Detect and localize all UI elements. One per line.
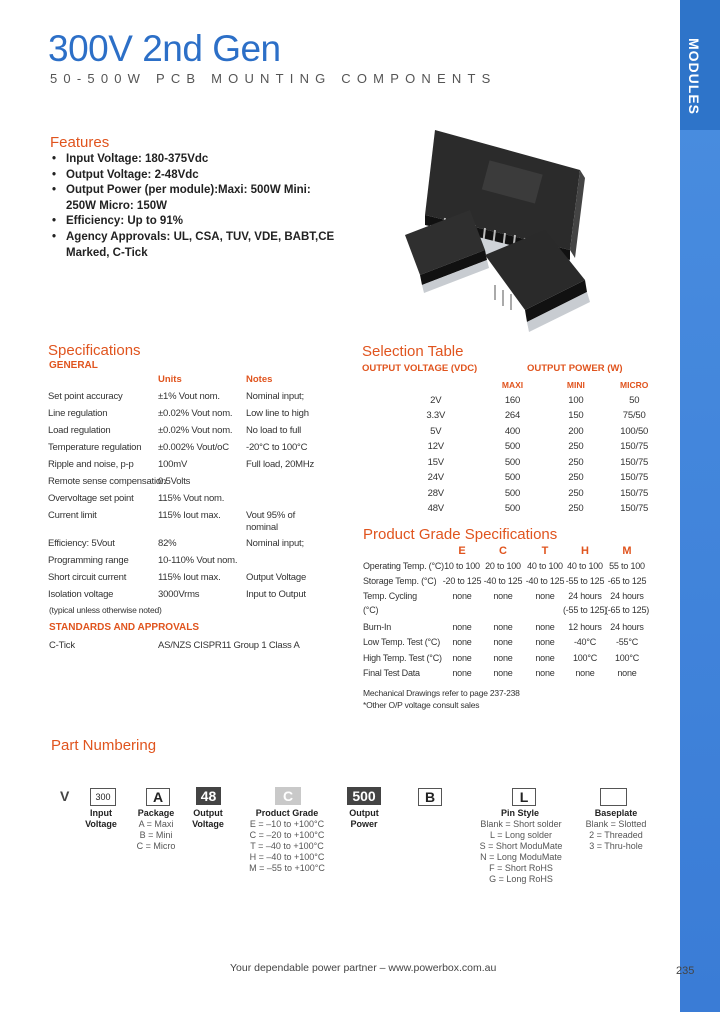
grade-value: none	[535, 591, 555, 601]
spec-param: Set point accuracy	[48, 391, 123, 402]
grade-param: Low Temp. Test (°C)	[363, 637, 440, 647]
output-power-heading: OUTPUT POWER (W)	[527, 363, 623, 374]
selection-row	[400, 455, 670, 471]
grade-value: 24 hours	[610, 622, 644, 632]
spec-row	[48, 459, 348, 475]
grade-value: -40 to 125	[525, 576, 565, 586]
spec-notes: No load to full	[246, 425, 302, 436]
spec-notes: Input to Output	[246, 589, 306, 600]
feature-item-cont: 250W Micro: 150W	[66, 199, 167, 212]
spec-param: Ripple and noise, p-p	[48, 459, 134, 470]
part-box-grade: C	[275, 787, 301, 805]
grade-param: Temp. Cycling	[363, 591, 417, 601]
spec-notes: Nominal input;	[246, 538, 304, 549]
spec-notes: Vout 95% of	[246, 510, 296, 521]
selection-voltage: 28V	[427, 487, 444, 499]
selection-power: 150/75	[620, 503, 649, 515]
grade-value: 24 hours	[610, 591, 644, 601]
selection-voltage: 2V	[430, 394, 442, 406]
page-subtitle: 50-500W PCB MOUNTING COMPONENTS	[50, 71, 497, 86]
grade-value: none	[493, 637, 513, 647]
grade-col-m: M	[622, 545, 632, 557]
selection-voltage: 5V	[430, 425, 442, 437]
grade-value: none	[493, 668, 513, 678]
selection-voltage: 24V	[427, 472, 444, 484]
grade-value: -20 to 125	[442, 576, 482, 586]
grade-value: -65 to 125	[607, 576, 647, 586]
grade-param: Final Test Data	[363, 668, 420, 678]
spec-units: ±1% Vout nom.	[158, 391, 220, 402]
spec-row	[48, 538, 348, 554]
footer-text: Your dependable power partner – www.powerbox.com.au	[230, 962, 497, 974]
grade-value: none	[452, 591, 472, 601]
selection-power: 160	[504, 394, 521, 406]
spec-notes: Full load, 20MHz	[246, 459, 315, 470]
specifications-heading: Specifications	[48, 342, 141, 359]
grade-value: -55 to 125	[565, 576, 605, 586]
package-label: Package	[137, 808, 175, 818]
pin-style-label: Pin Style	[500, 808, 539, 818]
selection-heading: Selection Table	[362, 343, 464, 360]
grade-col-h: H	[581, 545, 589, 557]
spec-param: Load regulation	[48, 425, 111, 436]
page-title: 300V 2nd Gen	[48, 28, 281, 69]
selection-power: 50	[629, 394, 640, 406]
spec-units: ±0.02% Vout nom.	[158, 425, 233, 436]
spec-units: ±0.02% Vout nom.	[158, 408, 233, 419]
notes-heading: Notes	[246, 374, 273, 385]
spec-param: Remote sense compensation	[48, 476, 167, 487]
grade-value: 40 to 100	[527, 561, 563, 571]
grade-value: none	[452, 668, 472, 678]
grade-param: (°C)	[363, 605, 379, 615]
grade-value: none	[535, 637, 555, 647]
input-voltage-label: Input Voltage	[85, 808, 117, 829]
spec-param: Programming range	[48, 555, 129, 566]
grade-col-c: C	[499, 545, 507, 557]
selection-power: 500	[504, 472, 521, 484]
spec-row	[48, 425, 348, 441]
feature-item: • Output Power (per module):Maxi: 500W Mini:	[52, 184, 311, 197]
grade-value: 10 to 100	[444, 561, 480, 571]
grade-value: none	[493, 653, 513, 663]
grade-heading: Product Grade Specifications	[363, 526, 558, 543]
grade-options: E = –10 to +100°C C = –20 to +100°C T = –40 to +100°C H = –40 to +100°C M = –55 to +100°C	[249, 819, 325, 873]
selection-power: 250	[568, 441, 584, 453]
part-numbering-heading: Part Numbering	[51, 737, 157, 754]
grade-value: 100°C	[614, 653, 640, 663]
baseplate-options: Blank = Slotted 2 = Threaded 3 = Thru-hole	[585, 819, 647, 851]
mechanical-note: Mechanical Drawings refer to page 237-238	[363, 688, 520, 698]
output-voltage-label: Output Voltage	[192, 808, 224, 829]
grade-col-t: T	[541, 545, 549, 557]
grade-value: -55°C	[615, 637, 639, 647]
selection-power: 500	[504, 503, 521, 515]
grade-param: High Temp. Test (°C)	[363, 653, 442, 663]
grade-value: (-65 to 125)	[604, 605, 650, 615]
grade-param: Storage Temp. (°C)	[363, 576, 437, 586]
selection-power: 264	[504, 410, 521, 422]
grade-value: -40 to 125	[483, 576, 523, 586]
spec-units: 10-110% Vout nom.	[158, 555, 238, 566]
grade-param: Burn-In	[363, 622, 392, 632]
grade-value: none	[452, 622, 472, 632]
grade-value: none	[535, 668, 555, 678]
spec-param: Isolation voltage	[48, 589, 114, 600]
part-box-output: 48	[196, 787, 221, 805]
selection-power: 150	[568, 410, 584, 422]
typical-note: (typical unless otherwise noted)	[49, 605, 162, 615]
grade-value: 12 hours	[568, 622, 602, 632]
selection-voltage: 12V	[427, 441, 444, 453]
selection-power: 200	[568, 425, 584, 437]
part-box-base: L	[512, 788, 536, 806]
grade-value: 55 to 100	[609, 561, 645, 571]
selection-power: 500	[504, 441, 521, 453]
feature-item: • Output Voltage: 2-48Vdc	[52, 168, 199, 181]
grade-value: 20 to 100	[485, 561, 521, 571]
feature-item-cont: Marked, C-Tick	[66, 246, 148, 259]
feature-item: • Input Voltage: 180-375Vdc	[52, 153, 209, 165]
grade-value: (-55 to 125)	[562, 605, 608, 615]
spec-param: Short circuit current	[48, 572, 127, 583]
spec-units: ±0.002% Vout/oC	[158, 442, 229, 453]
spec-units: 0.5Volts	[158, 476, 191, 487]
spec-notes: Low line to high	[246, 408, 309, 419]
output-power-label: Output Power	[349, 808, 379, 829]
selection-row	[400, 470, 670, 486]
selection-power: 250	[568, 487, 584, 499]
selection-power: 250	[568, 503, 584, 515]
selection-voltage: 15V	[427, 456, 444, 468]
col-mini: MINI	[566, 379, 585, 390]
grade-value: none	[452, 653, 472, 663]
spec-row	[48, 442, 348, 458]
spec-units: 100mV	[158, 459, 188, 470]
package-options: A = Maxi B = Mini C = Micro	[136, 819, 176, 851]
part-prefix: V	[60, 788, 70, 804]
spec-units: 115% Iout max.	[158, 572, 221, 583]
spec-row	[48, 493, 348, 509]
grade-value: none	[575, 668, 595, 678]
grade-value: -40°C	[573, 637, 597, 647]
feature-item: • Efficiency: Up to 91%	[52, 215, 183, 228]
selection-table	[400, 377, 670, 517]
feature-item: • Agency Approvals: UL, CSA, TUV, VDE, BABT,CE	[52, 230, 335, 243]
spec-notes: Nominal input;	[246, 391, 304, 402]
spec-row	[48, 555, 348, 571]
selection-power: 150/75	[620, 472, 649, 484]
part-box-input: 300	[90, 788, 116, 806]
spec-row	[48, 476, 348, 492]
pin-options: Blank = Short solder L = Long solder S = Short ModuMate N = Long ModuMate F = Short RoHS G = Long RoHS	[479, 819, 563, 884]
features-heading: Features	[50, 134, 110, 151]
selection-power: 150/75	[620, 487, 649, 499]
output-voltage-heading: OUTPUT VOLTAGE (VDC)	[362, 363, 478, 374]
spec-param: Current limit	[48, 510, 97, 521]
ctick-value: AS/NZS CISPR11 Group 1 Class A	[158, 640, 300, 651]
grade-value: none	[535, 653, 555, 663]
spec-units: 82%	[158, 538, 177, 549]
selection-power: 100	[568, 394, 584, 406]
selection-power: 500	[504, 456, 521, 468]
grade-value: 24 hours	[568, 591, 602, 601]
grade-value: none	[535, 622, 555, 632]
selection-power: 75/50	[622, 410, 646, 422]
part-box-pin: B	[418, 788, 442, 806]
selection-power: 150/75	[620, 441, 649, 453]
selection-voltage: 3.3V	[426, 410, 446, 422]
page-number: 235	[676, 965, 695, 977]
units-heading: Units	[158, 374, 182, 385]
selection-row	[400, 486, 670, 502]
selection-power: 500	[504, 487, 521, 499]
spec-param: Line regulation	[48, 408, 108, 419]
spec-row	[48, 391, 348, 407]
col-maxi: MAXI	[501, 379, 524, 390]
selection-row	[400, 501, 670, 517]
grade-param: Operating Temp. (°C)	[363, 561, 444, 571]
grade-value: none	[493, 591, 513, 601]
grade-value: none	[493, 622, 513, 632]
side-stripe	[680, 0, 720, 1012]
selection-row	[400, 439, 670, 455]
spec-units: 3000Vrms	[158, 589, 200, 600]
selection-power: 400	[504, 425, 521, 437]
side-tab	[680, 0, 720, 1012]
spec-notes: Output Voltage	[246, 572, 307, 583]
spec-param: Temperature regulation	[48, 442, 142, 453]
grade-value: none	[452, 637, 472, 647]
product-grade-label: Product Grade	[255, 808, 319, 818]
selection-row	[400, 393, 670, 409]
selection-subhead-row	[400, 377, 670, 393]
baseplate-label: Baseplate	[594, 808, 638, 818]
selection-row	[400, 424, 670, 440]
general-heading: GENERAL	[49, 360, 98, 371]
spec-notes: nominal	[246, 522, 278, 533]
spec-units: 115% Iout max.	[158, 510, 221, 521]
spec-notes: -20°C to 100°C	[246, 442, 308, 453]
spec-param: Efficiency: 5Vout	[48, 538, 115, 549]
spec-row	[48, 589, 348, 605]
spec-units: 115% Vout nom.	[158, 493, 225, 504]
selection-row	[400, 408, 670, 424]
selection-voltage: 48V	[427, 503, 444, 515]
selection-power: 150/75	[620, 456, 649, 468]
selection-power: 250	[568, 472, 584, 484]
spec-param: Overvoltage set point	[48, 493, 134, 504]
part-box-baseplate	[600, 788, 627, 806]
grade-value: none	[617, 668, 637, 678]
grade-value: 40 to 100	[567, 561, 603, 571]
selection-power: 100/50	[620, 425, 649, 437]
grade-col-e: E	[458, 545, 466, 557]
selection-power: 250	[568, 456, 584, 468]
product-photo	[395, 110, 615, 340]
grade-value: 100°C	[572, 653, 598, 663]
col-micro: MICRO	[620, 379, 649, 390]
features-list	[52, 152, 334, 261]
consult-note: *Other O/P voltage consult sales	[363, 700, 480, 710]
spec-row	[48, 572, 348, 588]
spec-row	[48, 408, 348, 424]
part-box-power: 500	[347, 787, 381, 805]
ctick-label: C-Tick	[49, 640, 75, 651]
spec-row	[48, 522, 348, 538]
side-tab-label: MODULES	[686, 38, 702, 115]
part-box-package: A	[146, 788, 170, 806]
standards-heading: STANDARDS AND APPROVALS	[49, 622, 200, 633]
